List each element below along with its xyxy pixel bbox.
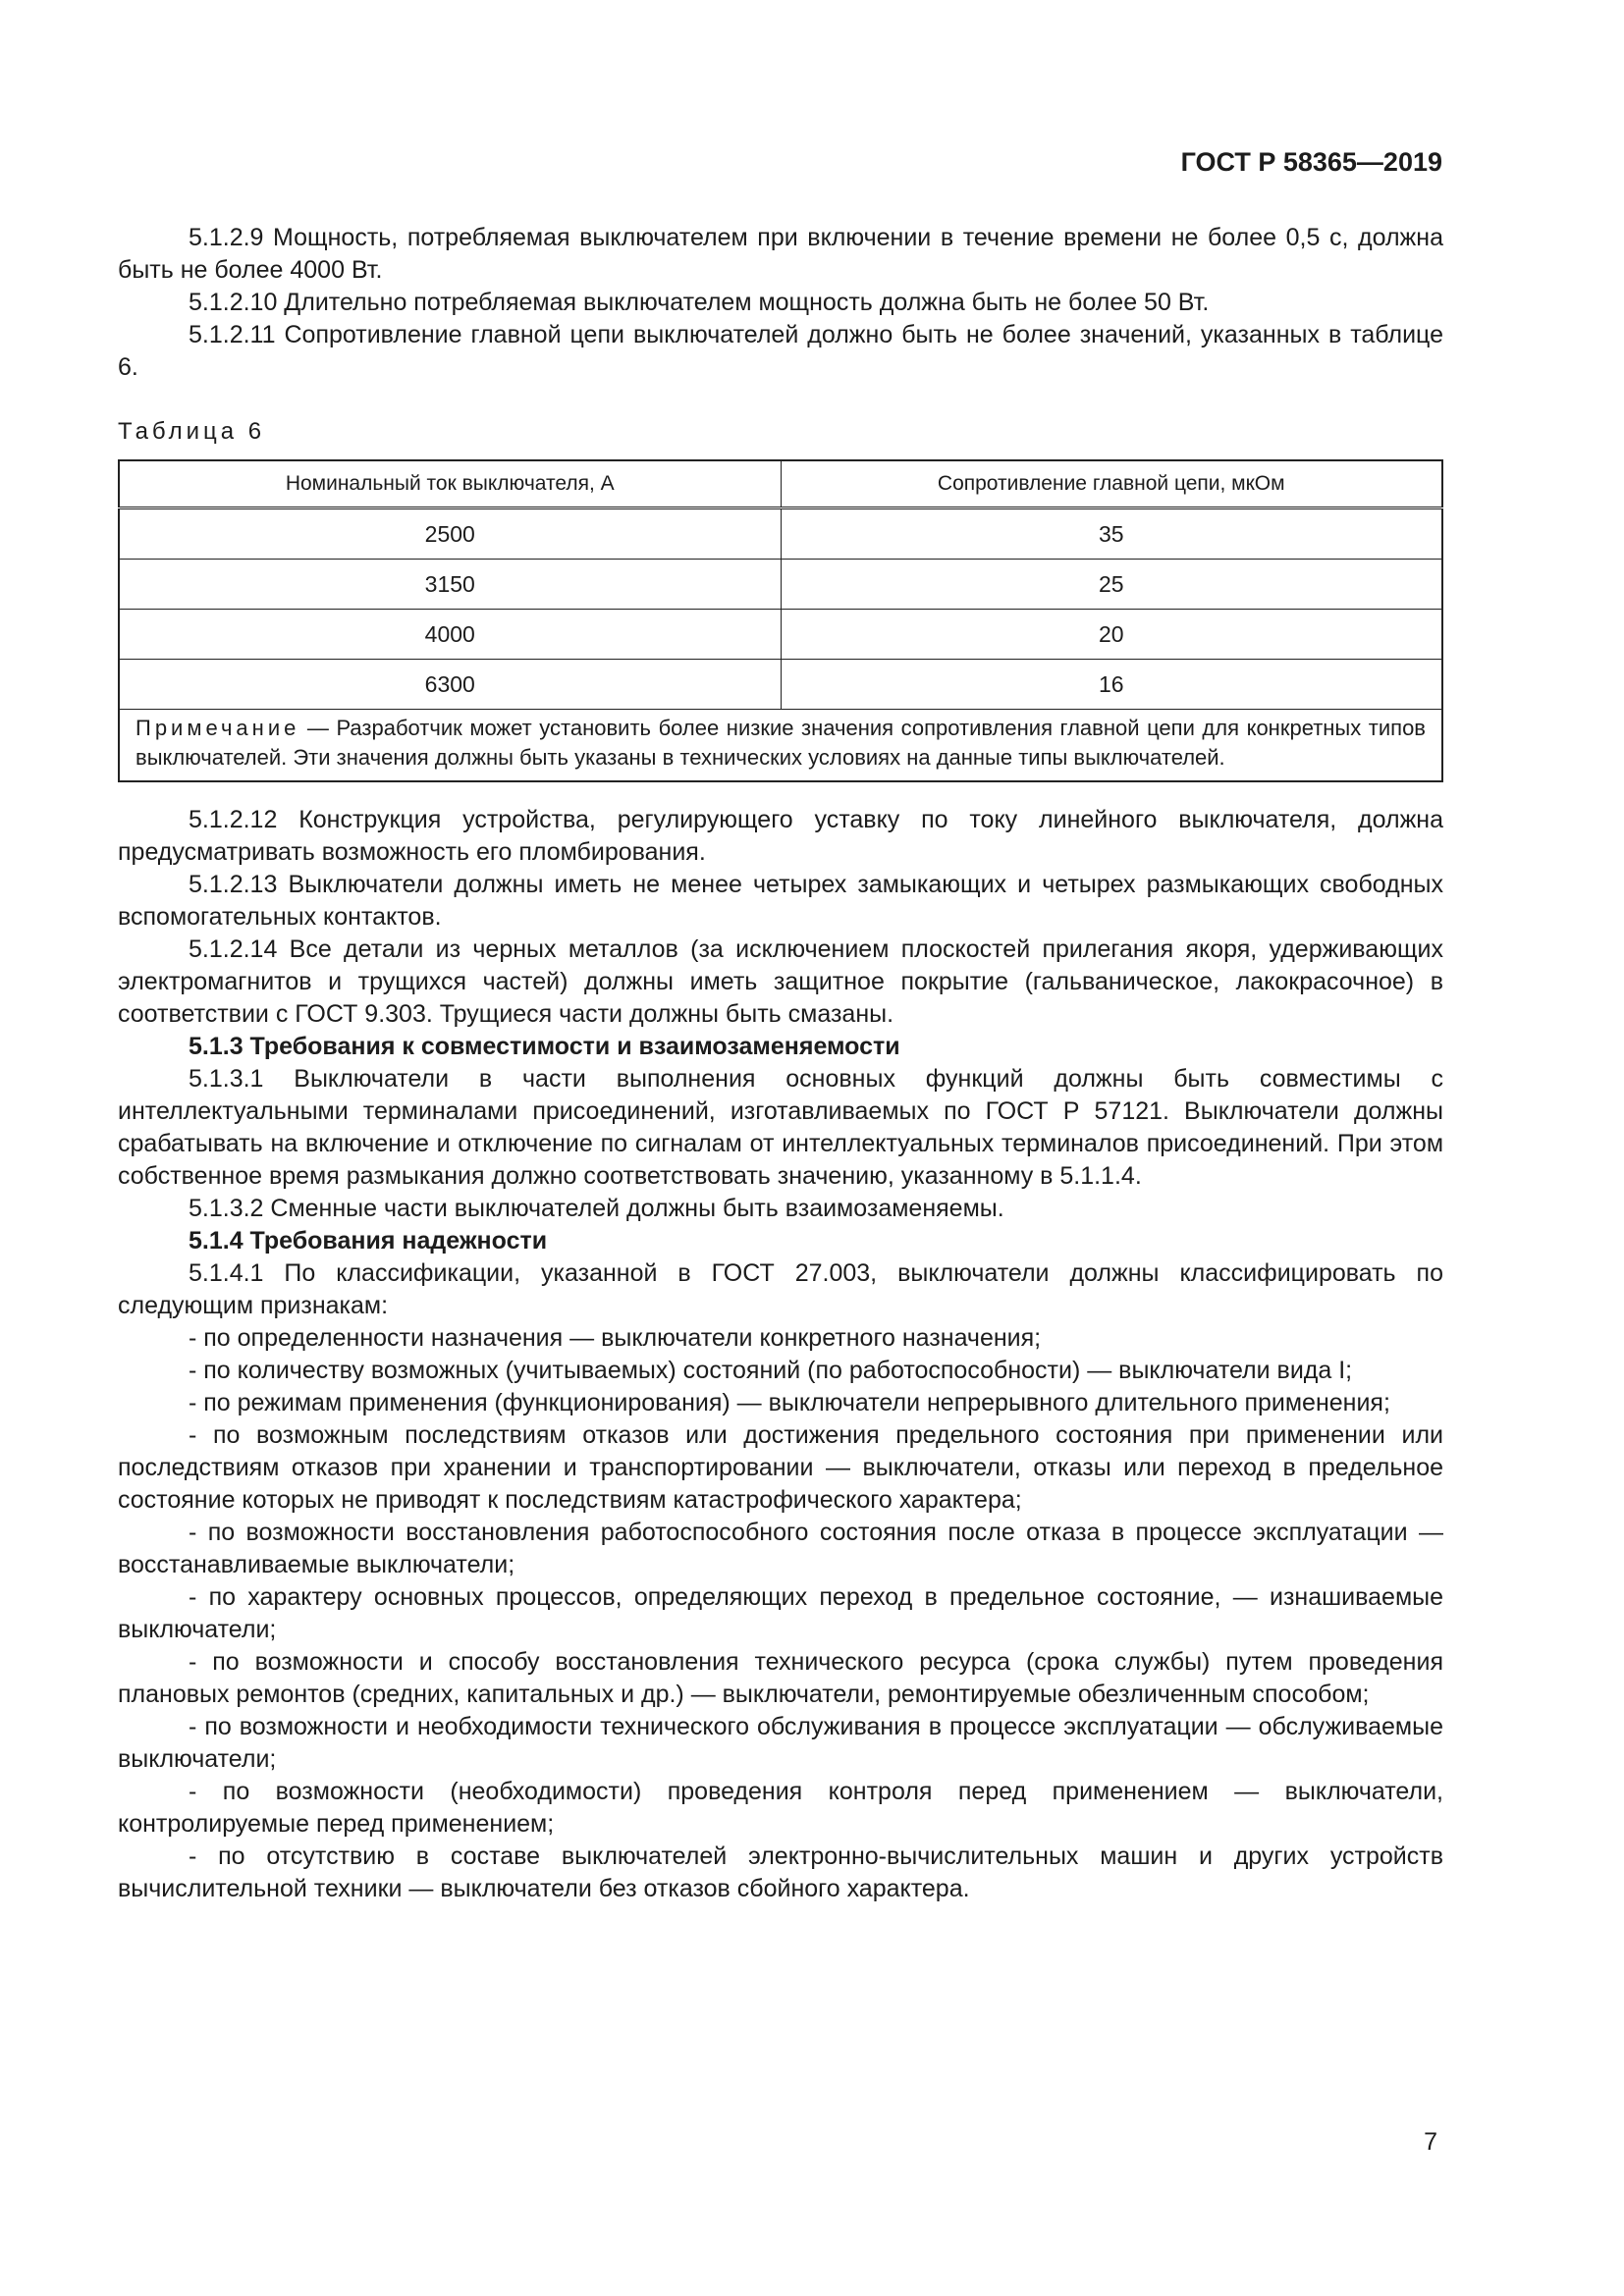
paragraph-5-1-2-13: 5.1.2.13 Выключатели должны иметь не менее четырех замыкающих и четырех размыкающих свободных вспомогательных контактов. [118,871,1443,931]
list-item: - по определенности назначения — выключатели конкретного назначения; [189,1324,1042,1352]
heading-5-1-4: 5.1.4 Требования надежности [189,1227,548,1255]
paragraph-5-1-4-1: 5.1.4.1 По классификации, указанной в ГОСТ 27.003, выключатели должны классифицировать по следующим признакам: [118,1259,1443,1319]
list-item: - по возможности и способу восстановления технического ресурса (срока службы) путем проведения плановых ремонтов (средних, капитальных и др.) — выключатели, ремонтируемые обезличенным способом; [118,1648,1443,1708]
table-row [119,508,1442,560]
table-cell: 2500 [119,508,781,560]
heading-5-1-3: 5.1.3 Требования к совместимости и взаимозаменяемости [189,1033,900,1060]
paragraph-5-1-2-12: 5.1.2.12 Конструкция устройства, регулирующего уставку по току линейного выключателя, должна предусматривать возможность его пломбирования. [118,806,1443,866]
table-cell: 25 [781,560,1442,610]
table-cell: 3150 [119,560,781,610]
column-header-resistance: Сопротивление главной цепи, мкОм [781,460,1442,508]
paragraph-5-1-3-2: 5.1.3.2 Сменные части выключателей должны быть взаимозаменяемы. [189,1195,1004,1222]
table-cell: 16 [781,660,1442,710]
list-item: - по режимам применения (функционирования) — выключатели непрерывного длительного применения; [189,1389,1390,1416]
note-text: — Разработчик может установить более низкие значения сопротивления главной цепи для конкретных типов выключателей. Эти значения должны быть указаны в технических условиях на данные типы выключателей. [135,716,1426,770]
document-code-header: ГОСТ Р 58365—2019 [1180,147,1442,177]
table-note [119,710,1442,782]
table-caption: Таблица 6 [118,418,266,445]
list-item: - по возможности восстановления работоспособного состояния после отказа в процессе эксплуатации — восстанавливаемые выключатели; [118,1519,1443,1578]
table-note-row [119,710,1442,782]
list-item: - по возможным последствиям отказов или достижения предельного состояния при применении или последствиям отказов при хранении и транспортировании — выключатели, отказы или переход в предельное состояние которых не приводят к последствиям катастрофического характера; [118,1421,1443,1514]
resistance-table [118,459,1443,782]
paragraph-5-1-2-9: 5.1.2.9 Мощность, потребляемая выключателем при включении в течение времени не более 0,5 с, должна быть не более 4000 Вт. [118,224,1443,284]
list-item: - по возможности (необходимости) проведения контроля перед применением — выключатели, контролируемые перед применением; [118,1778,1443,1838]
page-number: 7 [1424,2128,1437,2156]
paragraph-5-1-2-11: 5.1.2.11 Сопротивление главной цепи выключателей должно быть не более значений, указанных в таблице 6. [118,321,1443,381]
table-cell: 20 [781,610,1442,660]
paragraph-5-1-2-14: 5.1.2.14 Все детали из черных металлов (за исключением плоскостей прилегания якоря, удерживающих электромагнитов и трущихся частей) должны иметь защитное покрытие (гальваническое, лакокрасочное) в соответствии с ГОСТ 9.303. Трущиеся части должны быть смазаны. [118,935,1443,1028]
document-body [118,222,1443,1905]
table-row [119,560,1442,610]
table-row [119,660,1442,710]
paragraph-5-1-3-1: 5.1.3.1 Выключатели в части выполнения основных функций должны быть совместимы с интеллектуальными терминалами присоединений, изготавливаемых по ГОСТ Р 57121. Выключатели должны срабатывать на включение и отключение по сигналам от интеллектуальных терминалов присоединений. При этом собственное время размыкания должно соответствовать значению, указанному в 5.1.1.4. [118,1065,1443,1190]
paragraph-5-1-2-10: 5.1.2.10 Длительно потребляемая выключателем мощность должна быть не более 50 Вт. [189,289,1210,316]
table-cell: 35 [781,508,1442,560]
note-label: Примечание [135,716,300,740]
list-item: - по характеру основных процессов, определяющих переход в предельное состояние, — изнашиваемые выключатели; [118,1583,1443,1643]
section-continuation [118,804,1443,1905]
list-item: - по отсутствию в составе выключателей электронно-вычислительных машин и других устройств вычислительной техники — выключатели без отказов сбойного характера. [118,1842,1443,1902]
list-item: - по возможности и необходимости технического обслуживания в процессе эксплуатации — обслуживаемые выключатели; [118,1713,1443,1773]
table-cell: 4000 [119,610,781,660]
table-cell: 6300 [119,660,781,710]
table-header-row [119,460,1442,508]
column-header-rated-current: Номинальный ток выключателя, А [119,460,781,508]
table-row [119,610,1442,660]
list-item: - по количеству возможных (учитываемых) состояний (по работоспособности) — выключатели вида I; [189,1357,1353,1384]
